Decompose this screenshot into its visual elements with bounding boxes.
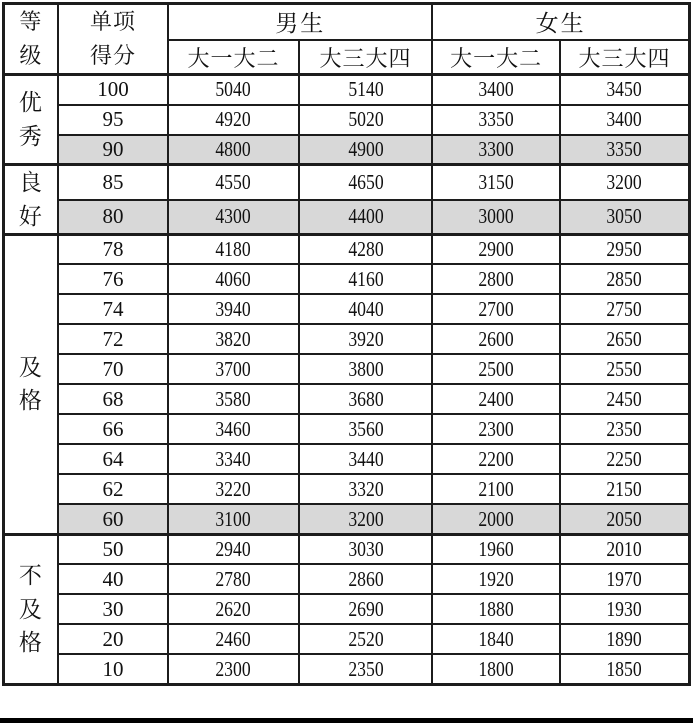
header-score-line1: 单项: [89, 9, 136, 34]
value-cell: 2750: [560, 294, 690, 324]
value-cell: 3820: [168, 324, 299, 354]
value-cell: 4160: [299, 264, 433, 294]
value-cell: 3200: [560, 165, 690, 200]
score-cell: 90: [58, 135, 168, 165]
table-row: [4, 564, 690, 594]
score-cell: 40: [58, 564, 168, 594]
value-cell: 5040: [168, 75, 299, 105]
score-cell: 70: [58, 354, 168, 384]
value-cell: 2800: [432, 264, 560, 294]
value-cell: 2690: [299, 594, 433, 624]
value-cell: 3940: [168, 294, 299, 324]
value-cell: 3100: [168, 504, 299, 534]
value-cell: 4800: [168, 135, 299, 165]
score-cell: 20: [58, 624, 168, 654]
table-header: [4, 4, 690, 75]
value-cell: 2200: [432, 444, 560, 474]
score-cell: 95: [58, 105, 168, 135]
table-body: [4, 75, 690, 685]
header-grade-line1: 等: [19, 9, 43, 34]
value-cell: 2460: [168, 624, 299, 654]
score-cell: 66: [58, 414, 168, 444]
value-cell: 2350: [560, 414, 690, 444]
grade-label-char: 不: [18, 563, 43, 589]
value-cell: 1930: [560, 594, 690, 624]
value-cell: 3400: [560, 105, 690, 135]
value-cell: 1800: [432, 654, 560, 684]
table-row: [4, 75, 690, 105]
grade-label: [4, 234, 58, 534]
table-row: [4, 444, 690, 474]
value-cell: 3340: [168, 444, 299, 474]
value-cell: 4650: [299, 165, 433, 200]
value-cell: 2300: [432, 414, 560, 444]
header-female-grade34: 大三大四: [560, 40, 690, 75]
value-cell: 3320: [299, 474, 433, 504]
value-cell: 1840: [432, 624, 560, 654]
value-cell: 3300: [432, 135, 560, 165]
value-cell: 2950: [560, 234, 690, 264]
value-cell: 2620: [168, 594, 299, 624]
header-score-line2: 得分: [89, 43, 136, 69]
table-row: [4, 165, 690, 200]
grade-label-char: 好: [18, 203, 43, 229]
value-cell: 1890: [560, 624, 690, 654]
value-cell: 2520: [299, 624, 433, 654]
value-cell: 1880: [432, 594, 560, 624]
value-cell: 2350: [299, 654, 433, 684]
score-table: [2, 2, 691, 686]
grade-label-char: 格: [18, 630, 43, 656]
value-cell: 3800: [299, 354, 433, 384]
value-cell: 2100: [432, 474, 560, 504]
score-cell: 10: [58, 654, 168, 684]
score-cell: 72: [58, 324, 168, 354]
value-cell: 3050: [560, 200, 690, 235]
grade-label: [4, 534, 58, 684]
page-bottom-rule: [0, 718, 693, 723]
table-row: [4, 534, 690, 564]
table-row: [4, 324, 690, 354]
value-cell: 3700: [168, 354, 299, 384]
value-cell: 4040: [299, 294, 433, 324]
score-cell: 68: [58, 384, 168, 414]
value-cell: 2450: [560, 384, 690, 414]
header-male: 男生: [168, 4, 432, 40]
table-row: [4, 474, 690, 504]
table-row: [4, 354, 690, 384]
value-cell: 3450: [560, 75, 690, 105]
table-row: [4, 594, 690, 624]
score-cell: 62: [58, 474, 168, 504]
table-row: [4, 414, 690, 444]
value-cell: 2400: [432, 384, 560, 414]
grade-label-char: 优: [18, 90, 43, 116]
value-cell: 3150: [432, 165, 560, 200]
value-cell: 1920: [432, 564, 560, 594]
grade-label-char: 良: [18, 170, 43, 196]
value-cell: 2900: [432, 234, 560, 264]
value-cell: 3580: [168, 384, 299, 414]
value-cell: 4550: [168, 165, 299, 200]
grade-label: [4, 165, 58, 235]
value-cell: 4920: [168, 105, 299, 135]
value-cell: 3440: [299, 444, 433, 474]
header-male-grade12: 大一大二: [168, 40, 299, 75]
score-cell: 76: [58, 264, 168, 294]
value-cell: 3200: [299, 504, 433, 534]
value-cell: 3220: [168, 474, 299, 504]
value-cell: 1970: [560, 564, 690, 594]
grade-label-char: 秀: [18, 123, 43, 149]
value-cell: 2860: [299, 564, 433, 594]
grade-label-char: 及: [18, 355, 43, 381]
value-cell: 2700: [432, 294, 560, 324]
value-cell: 3400: [432, 75, 560, 105]
value-cell: 3030: [299, 534, 433, 564]
value-cell: 4300: [168, 200, 299, 235]
table-row: [4, 504, 690, 534]
score-cell: 78: [58, 234, 168, 264]
score-cell: 80: [58, 200, 168, 235]
value-cell: 2050: [560, 504, 690, 534]
value-cell: 2650: [560, 324, 690, 354]
header-male-grade34: 大三大四: [299, 40, 433, 75]
value-cell: 2940: [168, 534, 299, 564]
value-cell: 2010: [560, 534, 690, 564]
value-cell: 4400: [299, 200, 433, 235]
value-cell: 4060: [168, 264, 299, 294]
value-cell: 3000: [432, 200, 560, 235]
header-female-grade12: 大一大二: [432, 40, 560, 75]
value-cell: 3920: [299, 324, 433, 354]
value-cell: 3680: [299, 384, 433, 414]
value-cell: 1850: [560, 654, 690, 684]
value-cell: 2300: [168, 654, 299, 684]
header-female: 女生: [432, 4, 689, 40]
grade-label: [4, 75, 58, 165]
value-cell: 3350: [432, 105, 560, 135]
value-cell: 2600: [432, 324, 560, 354]
table-row: [4, 135, 690, 165]
score-cell: 50: [58, 534, 168, 564]
table-row: [4, 654, 690, 684]
table-row: [4, 294, 690, 324]
score-cell: 60: [58, 504, 168, 534]
value-cell: 3460: [168, 414, 299, 444]
value-cell: 2550: [560, 354, 690, 384]
header-score: [58, 4, 168, 75]
value-cell: 3560: [299, 414, 433, 444]
score-cell: 85: [58, 165, 168, 200]
grade-label-char: 格: [18, 388, 43, 414]
header-row-top: [4, 4, 690, 40]
table-row: [4, 200, 690, 235]
grade-label-char: 及: [18, 596, 43, 622]
table-row: [4, 384, 690, 414]
value-cell: 4180: [168, 234, 299, 264]
header-grade-line2: 级: [19, 43, 43, 69]
value-cell: 5020: [299, 105, 433, 135]
value-cell: 1960: [432, 534, 560, 564]
table-row: [4, 264, 690, 294]
score-cell: 64: [58, 444, 168, 474]
table-row: [4, 105, 690, 135]
value-cell: 4900: [299, 135, 433, 165]
table-row: [4, 624, 690, 654]
value-cell: 2150: [560, 474, 690, 504]
value-cell: 3350: [560, 135, 690, 165]
value-cell: 2780: [168, 564, 299, 594]
value-cell: 5140: [299, 75, 433, 105]
value-cell: 2850: [560, 264, 690, 294]
header-grade: [4, 4, 58, 75]
value-cell: 2500: [432, 354, 560, 384]
score-cell: 74: [58, 294, 168, 324]
value-cell: 4280: [299, 234, 433, 264]
score-cell: 30: [58, 594, 168, 624]
score-cell: 100: [58, 75, 168, 105]
value-cell: 2000: [432, 504, 560, 534]
value-cell: 2250: [560, 444, 690, 474]
table-row: [4, 234, 690, 264]
